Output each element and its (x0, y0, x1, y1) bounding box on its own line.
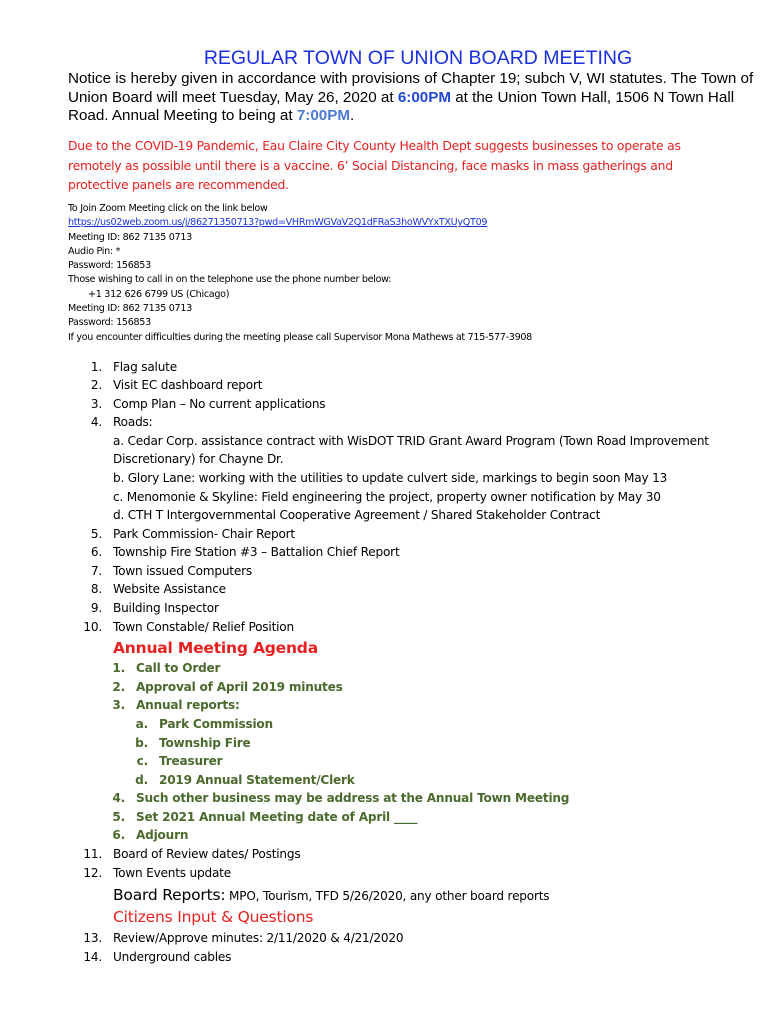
board-reports-text: MPO, Tourism, TFD 5/26/2020, any other board reports (225, 889, 550, 903)
citizens-heading: Citizens Input & Questions (113, 908, 314, 926)
board-reports (113, 886, 549, 904)
roads-item-d: d. CTH T Intergovernmental Cooperative Agreement / Shared Stakeholder Contract (113, 508, 601, 522)
meeting-time: 6:00PM (397, 88, 451, 106)
notice-text: Notice is hereby given in accordance with provisions of Chapter 19; subch V, WI statutes. The Town of Union Board will meet Tuesday, May 26, 2020 at (68, 70, 754, 106)
roads-item-b: b. Glory Lane: working with the utilities to update culvert side, markings to begin soon May 13 (113, 471, 668, 485)
annual-meeting-heading: Annual Meeting Agenda (113, 639, 318, 657)
roads-item-a: a. Cedar Corp. assistance contract with WisDOT TRID Grant Award Program (Town Road Improvement (113, 434, 709, 448)
roads-item-c: c. Menomonie & Skyline: Field engineering the project, property owner notification by May 30 (113, 490, 661, 504)
zoom-meeting-id: Meeting ID: 862 7135 0713 (68, 231, 192, 243)
meeting-notice (68, 70, 758, 126)
notice-text-2: at the Union Town Hall, 1506 N Town Hall Road. Annual Meeting to being at (68, 88, 735, 124)
zoom-password: Password: 156853 (68, 260, 151, 272)
zoom-audio-pin: Audio Pin: * (68, 245, 121, 257)
difficulty-note: If you encounter difficulties during the meeting please call Supervisor Mona Mathews at 715-577-3908 (68, 331, 532, 343)
phone-intro: Those wishing to call in on the telephone use the phone number below: (68, 274, 392, 286)
zoom-info (68, 202, 758, 345)
document-page: REGULAR TOWN OF UNION BOARD MEETING Notice is hereby given in accordance with provisions of Chapter 19; subch V, WI statutes. The Town of Union Board will meet Tuesday, May 26, 2020 at 6:00PM at the Union Town Hall, 1506 N Town Hall Road. Annual Meeting to being at 7:00PM. Due to the COVID-19 Pandemic, Eau Claire City County Health Dept suggests businesses to operate as remotely as possible until there is a vaccine. 6’ Social Distancing, face masks in mass gatherings and protective panels are recommended. To Join Zoom Meeting click on the link below https://us02web.zoom.us/j/86271350713?pwd=VHRmWGVaV2Q1dFRaS3hoWVYxTXUyQT09 Meeting ID: 862 7135 0713 Audio Pin: * Password: 156853 Those wishing to call in on the telephone use the phone number below: +1 312 626 6799 US (Chicago) Meeting ID: 862 7135 0713 Password: 156853 If you encounter difficulties during the meeting please call Supervisor Mona Mathews at 715-577-3908 1. Flag salute 2. Visit EC dashboard report 3. Comp Plan – No current applications 4. Roads: a. Cedar Corp. assistance contract with WisDOT TRID Grant Award Program (Town Road Improvement Discretionary) for Chayne Dr. b. Glory Lane: working with the utilities to update culvert side, markings to begin soon May 13 c. Menomonie & Skyline: Field engineering the project, property owner notification by May 30 d. CTH T Intergovernmental Cooperative Agreement / Shared Stakeholder Contract 5. Park Commission- Chair Report 6. Township Fire Station #3 – Battalion Chief Report 7. Town issued Computers 8. Website Assistance 9. Building Inspector 10. Town Constable/ Relief Position Annual Meeting Agenda 1. Call to Order 2. Approval of April 2019 minutes 3. Annual reports: a. Park Commission b. Township Fire c. Treasurer d. 2019 Annual Statement/Clerk 4. Such other business may be address at the Annual Town Meeting 5. Set 2021 Annual Meeting date of April ____ 6. Adjourn 11. Board of Review dates/ Postings 12. Town Events update Board Reports: MPO, Tourism, TFD 5/26/2020, any other board reports Citizens Input & Questions 13. Review/Approve minutes: 2/11/2020 & 4/21/2020 14. Underground cables (0, 0, 770, 1024)
zoom-meeting-id-2: Meeting ID: 862 7135 0713 (68, 303, 192, 315)
page-title: REGULAR TOWN OF UNION BOARD MEETING (203, 47, 633, 69)
roads-item-a-cont: Discretionary) for Chayne Dr. (113, 452, 284, 466)
zoom-intro: To Join Zoom Meeting click on the link below (68, 203, 268, 214)
board-reports-label: Board Reports: (113, 886, 226, 904)
zoom-password-2: Password: 156853 (68, 317, 151, 329)
phone-number: +1 312 626 6799 US (Chicago) (88, 288, 230, 300)
zoom-link[interactable]: https://us02web.zoom.us/j/86271350713?pwd=VHRmWGVaV2Q1dFRaS3hoWVYxTXUyQT09 (68, 217, 488, 229)
annual-meeting-time: 7:00PM (296, 107, 351, 124)
covid-notice: Due to the COVID-19 Pandemic, Eau Claire City County Health Dept suggests businesses to operate as remotely as possible until there is a vaccine. 6’ Social Distancing, face masks in mass gatherings and protective panels are recommended. (68, 138, 681, 192)
notice-end: . (350, 107, 355, 124)
